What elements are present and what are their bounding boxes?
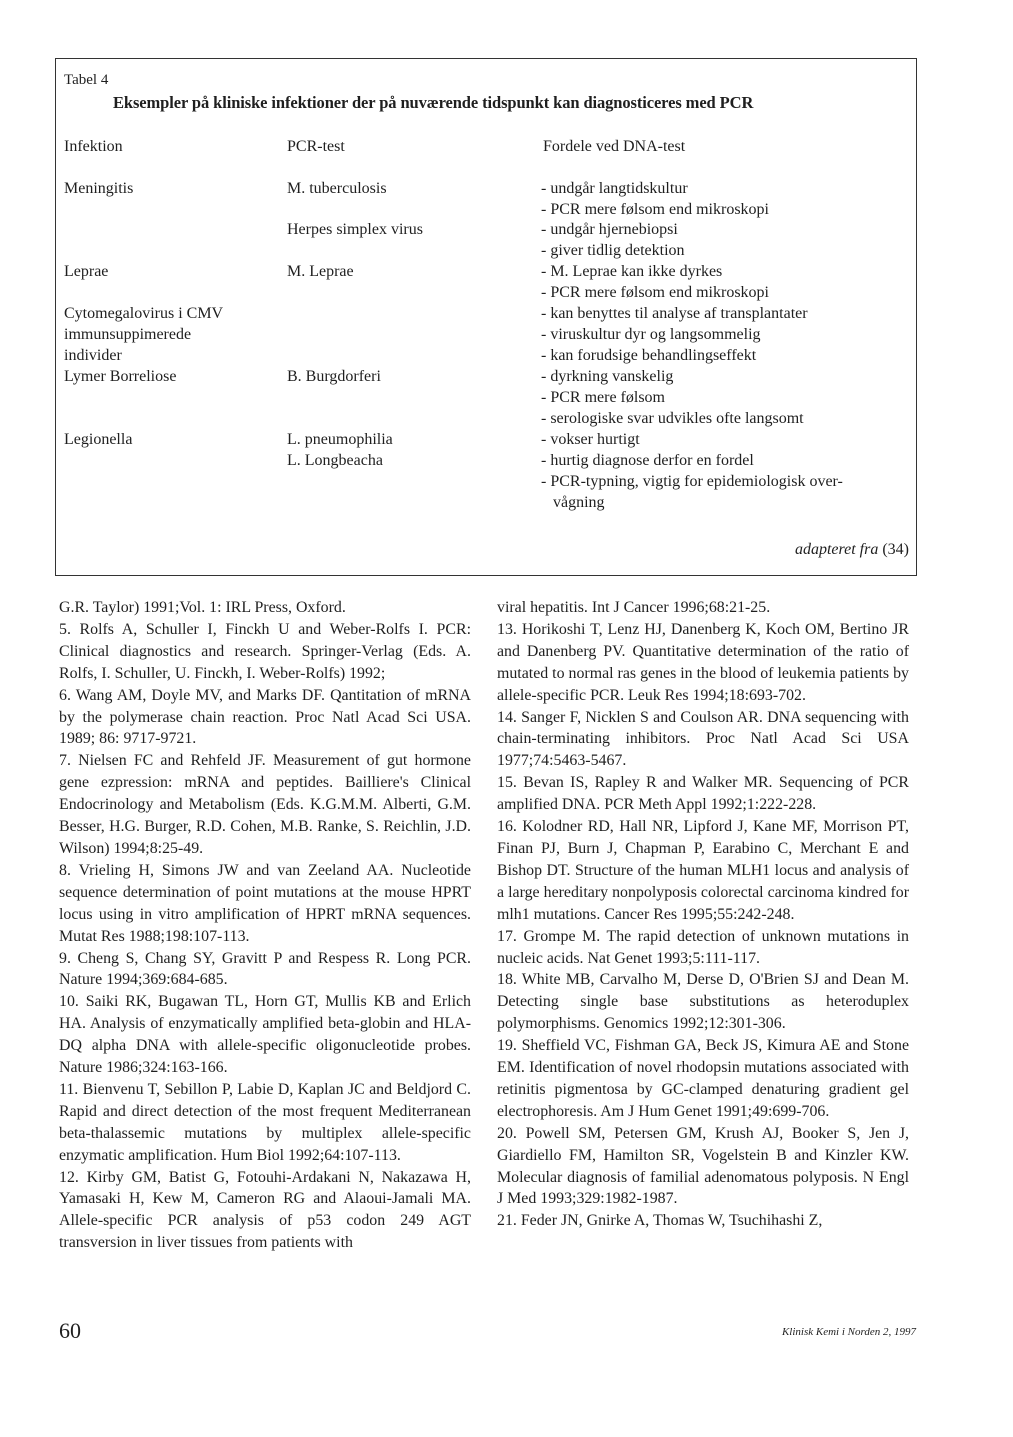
test-herpes: Herpes simplex virus [287, 221, 423, 238]
reference-item: 7. Nielsen FC and Rehfeld JF. Measurement of gut hormone gene ezpression: mRNA and peptides. Bailliere's Clinical Endocrinology and Metabolism (Eds. K.G.M.M. Alberti, G.M. Besser, H.G. Burger, R.D. Cohen, M.B. Ranke, S. Reichlin, J.D. Wilson) 1994;8:25-49. [59, 752, 471, 857]
advantage-item: - dyrkning vanskelig [541, 368, 674, 385]
infection-leprae: Leprae [64, 263, 109, 280]
advantage-item: - serologiske svar udvikles ofte langsomt [541, 410, 804, 427]
reference-item: 11. Bienvenu T, Sebillon P, Labie D, Kaplan JC and Beldjord C. Rapid and direct detection of the most frequent Mediterranean beta-thalassemic mutations by multiplex allele-specific enzymatic amplification. Hum Biol 1992;64:107-113. [59, 1080, 471, 1164]
advantage-item: vågning [553, 494, 605, 511]
advantage-item: - kan benyttes til analyse af transplantater [541, 305, 808, 322]
advantage-item: - PCR mere følsom end mikroskopi [541, 201, 769, 218]
advantage-item: - M. Leprae kan ikke dyrkes [541, 263, 723, 280]
infection-legionella: Legionella [64, 431, 133, 448]
reference-item: 21. Feder JN, Gnirke A, Thomas W, Tsuchihashi Z, [497, 1212, 823, 1230]
infection-cmv-line2: immunsuppimerede [64, 326, 192, 343]
advantage-item: - undgår hjernebiopsi [541, 221, 678, 238]
reference-item: 12. Kirby GM, Batist G, Fotouhi-Ardakani N, Nakazawa H, Yamasaki H, Kew M, Cameron RG and Alaoui-Jamali MA. Allele-specific PCR analysis of p53 codon 249 AGT transversion in liver tissues from patients with [59, 1168, 471, 1252]
reference-item: viral hepatitis. Int J Cancer 1996;68:21-25. [497, 599, 771, 616]
infection-cmv-line1: Cytomegalovirus i CMV [64, 305, 224, 322]
references-left-column [59, 597, 471, 1254]
reference-item: 19. Sheffield VC, Fishman GA, Beck JS, Kimura AE and Stone EM. Identification of novel rhodopsin mutations associated with retinitis pigmentosa by GC-clamped denaturing gradient gel electrophoresis. Am J Hum Genet 1991;49:699-706. [497, 1037, 909, 1120]
advantage-item: - PCR-typning, vigtig for epidemiologisk over- [541, 473, 843, 490]
attribution-italic: adapteret fra [794, 541, 879, 558]
infection-meningitis: Meningitis [64, 180, 134, 197]
reference-item: 13. Horikoshi T, Lenz HJ, Danenberg K, Koch OM, Bertino JR and Danenberg PV. Quantitative determination of the ratio of mutated to normal ras genes in the blood of leukemia patients by allele-specific PCR. Leuk Res 1994;18:693-702. [497, 620, 909, 704]
table-title: Eksempler på kliniske infektioner der på nuværende tidspunkt kan diagnosticeres med PCR [113, 93, 754, 112]
advantage-item: - PCR mere følsom [541, 389, 665, 406]
test-burgdorferi: B. Burgdorferi [287, 368, 381, 385]
reference-item: 15. Bevan IS, Rapley R and Walker MR. Sequencing of PCR amplified DNA. PCR Meth Appl 1992;1:222-228. [497, 774, 909, 814]
table-label: Tabel 4 [64, 72, 109, 88]
header-pcr-test: PCR-test [287, 138, 345, 155]
advantage-item: - undgår langtidskultur [541, 180, 688, 197]
reference-item: 9. Cheng S, Chang SY, Gravitt P and Respess R. Long PCR. Nature 1994;369:684-685. [59, 949, 471, 989]
reference-item: 14. Sanger F, Nicklen S and Coulson AR. DNA sequencing with chain-terminating inhibitors. Proc Natl Acad Sci USA 1977;74:5463-5467. [497, 708, 909, 770]
table-attribution [795, 541, 909, 559]
reference-item: 18. White MB, Carvalho M, Derse D, O'Brien SJ and Dean M. Detecting single base substitutions as heteroduplex polymorphisms. Genomics 1992;12:301-306. [497, 971, 909, 1033]
advantage-item: - kan forudsige behandlingseffekt [541, 347, 757, 364]
advantage-item: - viruskultur dyr og langsommelig [541, 326, 761, 343]
header-infektion: Infektion [64, 138, 123, 155]
test-pneumophilia: L. pneumophilia [287, 431, 393, 448]
journal-footer: Klinisk Kemi i Norden 2, 1997 [781, 1326, 916, 1338]
test-leprae: M. Leprae [287, 263, 354, 280]
reference-item: 6. Wang AM, Doyle MV, and Marks DF. Qantitation of mRNA by the polymerase chain reaction. Proc Natl Acad Sci USA. 1989; 86: 9717-9721. [59, 686, 471, 748]
reference-item: G.R. Taylor) 1991;Vol. 1: IRL Press, Oxford. [59, 599, 346, 616]
advantage-item: - PCR mere følsom end mikroskopi [541, 284, 769, 301]
attribution-ref: (34) [878, 541, 909, 558]
reference-item: 20. Powell SM, Petersen GM, Krush AJ, Booker S, Jen J, Giardiello FM, Hamilton SR, Vogelstein B and Kinzler KW. Molecular diagnosis of familial adenomatous polyposis. N Engl J Med 1993;329:1982-1987. [497, 1124, 909, 1208]
reference-item: 17. Grompe M. The rapid detection of unknown mutations in nucleic acids. Nat Genet 1993;5:111-117. [497, 927, 909, 967]
infection-lymer: Lymer Borreliose [64, 368, 177, 385]
advantage-item: - hurtig diagnose derfor en fordel [541, 452, 754, 469]
reference-item: 16. Kolodner RD, Hall NR, Lipford J, Kane MF, Morrison PT, Finan PJ, Burn J, Chapman P, Earabino C, Merchant E and Bishop DT. Structure of the human MLH1 locus and analysis of a large hereditary nonpolyposis colorectal carcinoma kindred for mlh1 mutations. Cancer Res 1995;55:242-248. [497, 818, 909, 923]
advantage-item: - giver tidlig detektion [541, 242, 685, 259]
header-fordele: Fordele ved DNA-test [543, 138, 686, 155]
reference-item: 5. Rolfs A, Schuller I, Finckh U and Weber-Rolfs I. PCR: Clinical diagnostics and research. Springer-Verlag (Eds. A. Rolfs, I. Schuller, U. Finckh, I. Weber-Rolfs) 1992; [59, 620, 471, 682]
reference-item: 8. Vrieling H, Simons JW and van Zeeland AA. Nucleotide sequence determination of point mutations at the mouse HPRT locus using in vitro amplification of HPRT mRNA sequences. Mutat Res 1988;198:107-113. [59, 861, 471, 945]
page-number: 60 [59, 1318, 81, 1343]
references-right-column [497, 597, 909, 1232]
test-tuberculosis: M. tuberculosis [287, 180, 387, 197]
infection-cmv-line3: individer [64, 347, 122, 364]
reference-item: 10. Saiki RK, Bugawan TL, Horn GT, Mullis KB and Erlich HA. Analysis of enzymatically amplified beta-globin and HLA-DQ alpha DNA with allele-specific oligonucleotide probes. Nature 1986;324:163-166. [59, 993, 471, 1077]
test-longbeacha: L. Longbeacha [287, 452, 383, 469]
advantage-item: - vokser hurtigt [541, 431, 640, 448]
